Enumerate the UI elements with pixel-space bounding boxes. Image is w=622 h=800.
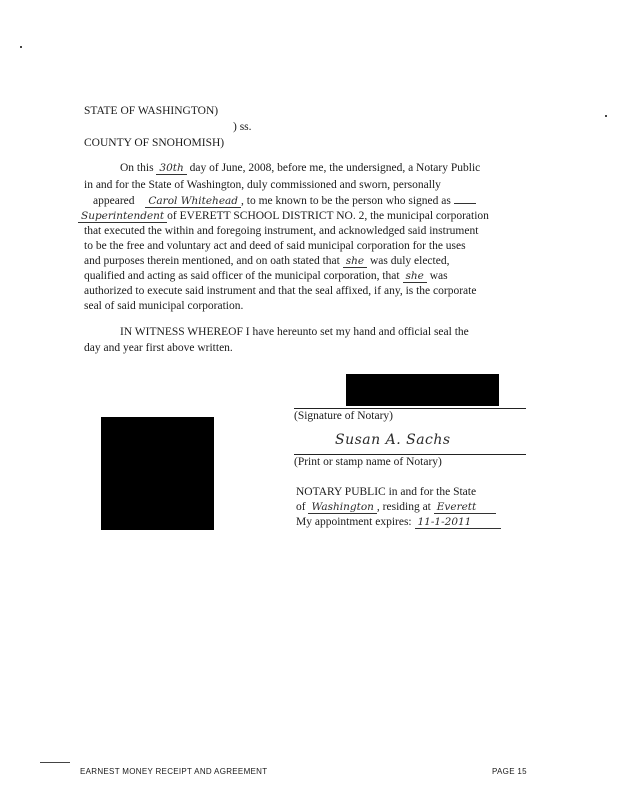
footer-page-number: PAGE 15 (492, 767, 527, 776)
body-line-6: to be the free and voluntary act and deed of said municipal corporation for the uses (84, 240, 466, 252)
notary-public-line: NOTARY PUBLIC in and for the State (296, 486, 477, 498)
ss-line: ) ss. (233, 121, 252, 133)
redacted-notary-seal (101, 417, 214, 530)
witness-line-2: day and year first above written. (84, 342, 233, 354)
scan-speck (20, 46, 22, 48)
county-line: COUNTY OF SNOHOMISH) (84, 137, 225, 149)
print-name-rule (294, 454, 526, 455)
body-line-2: in and for the State of Washington, duly commissioned and sworn, personally (84, 179, 441, 191)
handwritten-state: Washington (308, 502, 376, 514)
print-name-label: (Print or stamp name of Notary) (294, 456, 442, 468)
handwritten-title: Superintendent (78, 211, 167, 223)
footer-document-title: EARNEST MONEY RECEIPT AND AGREEMENT (80, 767, 268, 776)
scan-speck (40, 762, 70, 763)
signature-label: (Signature of Notary) (294, 410, 393, 422)
handwritten-notary-name: Susan A. Sachs (335, 432, 451, 448)
handwritten-pronoun-2: she (403, 271, 427, 283)
body-line-3: appeared Carol Whitehead , to me known to be the person who signed as (93, 196, 476, 208)
blank-line (454, 203, 476, 204)
handwritten-day: 30th (156, 163, 186, 175)
body-line-4: Superintendent of EVERETT SCHOOL DISTRICT NO. 2, the municipal corporation (78, 211, 489, 223)
body-line-1: On this 30th day of June, 2008, before me, the undersigned, a Notary Public (120, 162, 481, 174)
state-line: STATE OF WASHINGTON) (84, 105, 219, 117)
scan-speck (605, 115, 607, 117)
body-line-8: qualified and acting as said officer of the municipal corporation, that she was (84, 270, 448, 282)
body-line-9: authorized to execute said instrument and that the seal affixed, if any, is the corporate (84, 285, 477, 297)
handwritten-pronoun-1: she (343, 256, 367, 268)
signature-rule (294, 408, 526, 409)
handwritten-residence: Everett (434, 502, 496, 514)
redacted-signature (346, 374, 499, 406)
appointment-line: My appointment expires: 11-1-2011 (296, 517, 501, 529)
witness-line-1: IN WITNESS WHEREOF I have hereunto set my hand and official seal the (120, 326, 469, 338)
body-line-10: seal of said municipal corporation. (84, 300, 244, 312)
notary-state-line: of Washington , residing at Everett (296, 502, 496, 514)
handwritten-expiration: 11-1-2011 (415, 517, 501, 529)
handwritten-signer-name: Carol Whitehead (145, 196, 241, 208)
body-line-7: and purposes therein mentioned, and on oath stated that she was duly elected, (84, 255, 450, 267)
body-line-5: that executed the within and foregoing instrument, and acknowledged said instrument (84, 225, 479, 237)
